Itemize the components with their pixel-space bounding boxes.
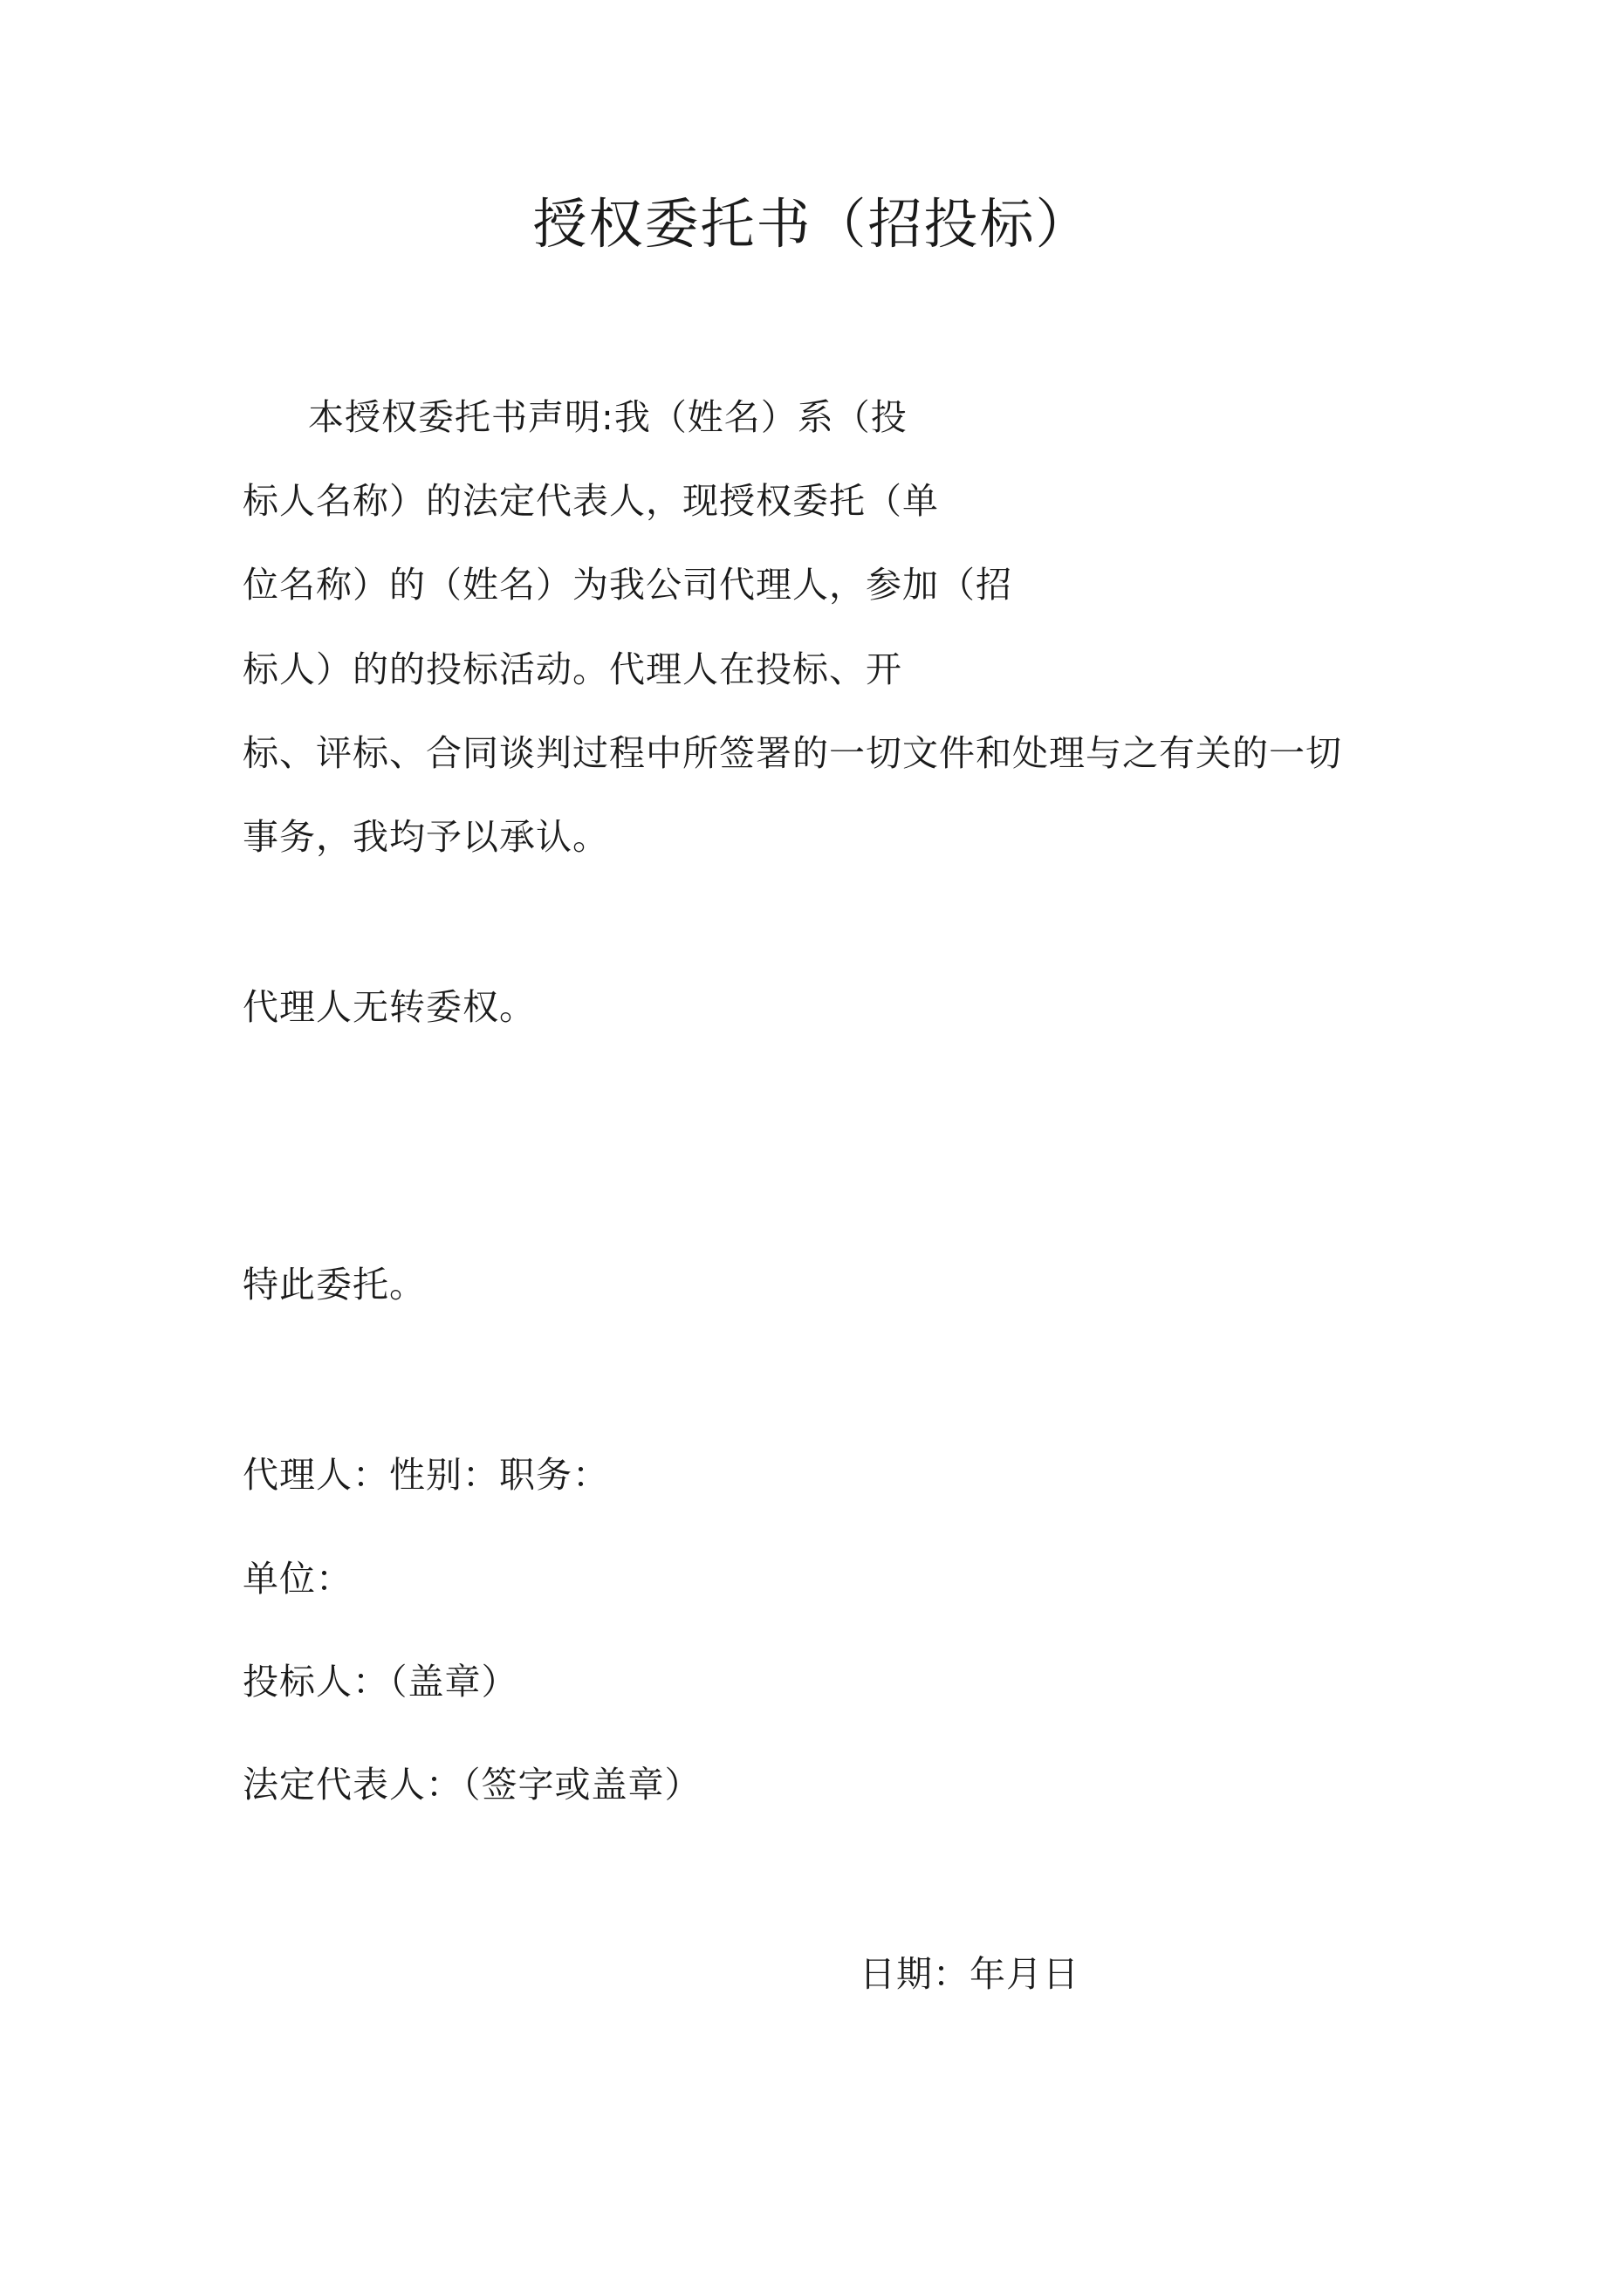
date-field: 日期：年月日 xyxy=(860,1953,1079,1995)
document-title: 授权委托书（招投标） xyxy=(532,192,1092,256)
body-line-3: 位名称）的（姓名）为我公司代理人，参加（招 xyxy=(243,564,1012,606)
agent-field: 代理人：性别：职务： xyxy=(243,1454,609,1496)
body-line-1: 本授权委托书声明:我（姓名）系（投 xyxy=(308,396,908,438)
legal-representative-field: 法定代表人：（签字或盖章） xyxy=(243,1764,702,1806)
body-line-2: 标人名称）的法定代表人，现授权委托（单 xyxy=(243,480,939,522)
body-line-4: 标人）的的投标活动。代理人在投标、开 xyxy=(243,648,902,690)
closing-statement: 特此委托。 xyxy=(243,1264,426,1306)
bidder-field: 投标人：（盖章） xyxy=(243,1661,518,1703)
unit-field: 单位： xyxy=(243,1558,353,1600)
no-delegation-statement: 代理人无转委权。 xyxy=(243,986,536,1028)
body-line-5: 标、评标、合同谈判过程中所签署的一切文件和处理与之有关的一切 xyxy=(243,732,1342,774)
body-line-6: 事务，我均予以承认。 xyxy=(243,816,609,858)
